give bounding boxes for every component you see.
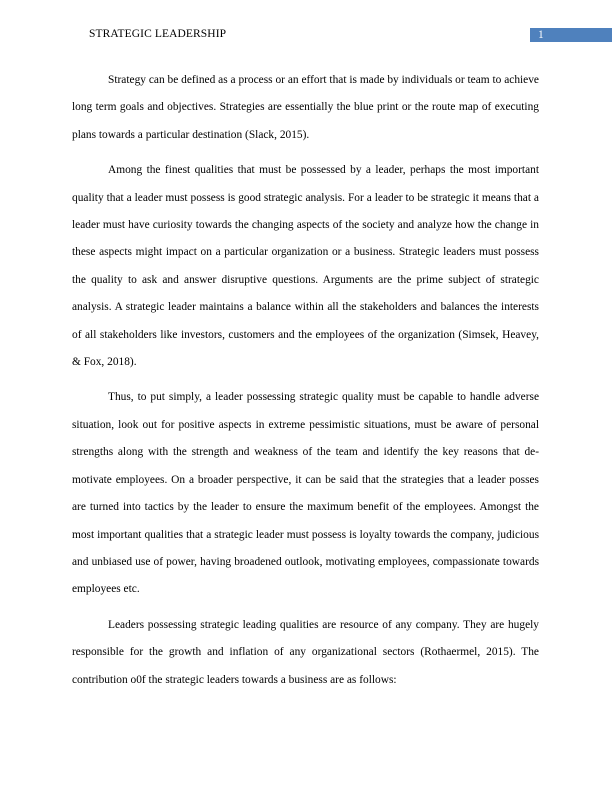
paragraph-3: Thus, to put simply, a leader possessing strategic quality must be capable to handle adverse situation, look out for positive aspects in extreme pessimistic situations, must be aware of personal strengths along with the strength and weakness of the team and identify the key reasons that de-motivate employees. On a broader perspective, it can be said that the strategies that a leader posses are turned into tactics by the leader to ensure the maximum benefit of the employees. Amongst the most important qualities that a strategic leader must possess is loyalty towards the company, judicious and unbiased use of power, having broadened outlook, motivating employees, compassionate towards employees etc. (72, 391, 539, 596)
document-body (72, 67, 539, 702)
paragraph-4: Leaders possessing strategic leading qualities are resource of any company. They are hugely responsible for the growth and inflation of any organizational sectors (Rothaermel, 2015). The contribution o0f the strategic leaders towards a business are as follows: (72, 618, 539, 686)
running-header-title: STRATEGIC LEADERSHIP (89, 28, 227, 40)
paragraph-1: Strategy can be defined as a process or an effort that is made by individuals or team to achieve long term goals and objectives. Strategies are essentially the blue print or the route map of executing plans towards a particular destination (Slack, 2015). (72, 74, 539, 141)
paragraph-2: Among the finest qualities that must be possessed by a leader, perhaps the most important quality that a leader must possess is good strategic analysis. For a leader to be strategic it means that a leader must have curiosity towards the changing aspects of the society and analyze how the change in these aspects might impact on a particular organization or a business. Strategic leaders must possess the quality to ask and answer disruptive questions. Arguments are the prime subject of strategic analysis. A strategic leader maintains a balance within all the stakeholders and balances the interests of all stakeholders like investors, customers and the employees of the organization (Simsek, Heavey, & Fox, 2018). (72, 164, 539, 369)
page-number-badge (530, 28, 612, 42)
page-number: 1 (538, 29, 544, 41)
